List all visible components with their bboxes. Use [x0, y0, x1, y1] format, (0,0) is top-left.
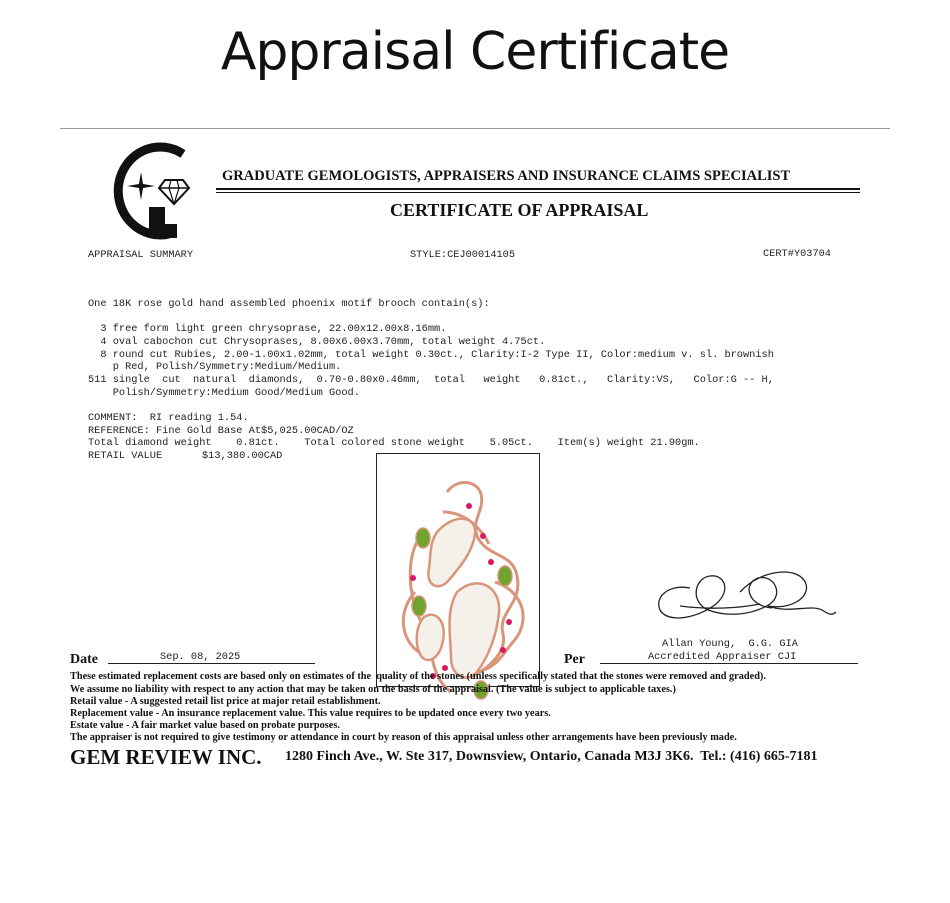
page-title: Appraisal Certificate [220, 22, 730, 82]
brooch-image [385, 472, 547, 704]
disclaimer-line: Estate value - A fair market value based on probate purposes. [70, 720, 340, 731]
summary-label: APPRAISAL SUMMARY [88, 249, 194, 261]
title-divider [60, 128, 890, 129]
comment: COMMENT: RI reading 1.54. [88, 412, 249, 424]
stone-line: 511 single cut natural diamonds, 0.70-0.80x0.46mm, total weight 0.81ct., Clarity:VS, Color:G -- H, [88, 374, 774, 386]
signature-line [600, 663, 858, 664]
reference: REFERENCE: Fine Gold Base At$5,025.00CAD/OZ [88, 425, 354, 437]
stone-line: 4 oval cabochon cut Chrysoprases, 8.00x6.00x3.70mm, total weight 4.75ct. [88, 336, 546, 348]
date-line [108, 663, 315, 664]
retail-value-label: RETAIL VALUE [88, 450, 163, 462]
appraiser-signature [650, 560, 840, 630]
org-underline-thin [216, 192, 860, 193]
appraiser-name: Allan Young, G.G. GIA [662, 638, 798, 650]
disclaimer-line: Retail value - A suggested retail list price at major retail establishment. [70, 696, 381, 707]
stone-line: Polish/Symmetry:Medium Good/Medium Good. [88, 387, 360, 399]
footer-address: 1280 Finch Ave., W. Ste 317, Downsview, Ontario, Canada M3J 3K6. Tel.: (416) 665-7181 [285, 749, 818, 764]
stone-line: p Red, Polish/Symmetry:Medium/Medium. [88, 361, 342, 373]
stone-line: 8 round cut Rubies, 2.00-1.00x1.02mm, total weight 0.30ct., Clarity:I-2 Type II, Color:medium v. sl. brownish [88, 349, 774, 361]
certificate-number: CERT#Y03704 [763, 248, 831, 260]
certificate-title: CERTIFICATE OF APPRAISAL [390, 200, 649, 220]
retail-value: $13,380.00CAD [202, 450, 283, 462]
date-label: Date [70, 652, 98, 667]
style-number: STYLE:CEJ00014105 [410, 249, 516, 261]
weights-summary: Total diamond weight 0.81ct. Total colored stone weight 5.05ct. Item(s) weight 21.90gm. [88, 437, 700, 449]
disclaimer-line: We assume no liability with respect to any action that may be taken on the basis of the appraisal. (The value is subject to applicable taxes.) [70, 684, 676, 695]
organization-name: GRADUATE GEMOLOGISTS, APPRAISERS AND INSURANCE CLAIMS SPECIALIST [222, 168, 791, 184]
date-value: Sep. 08, 2025 [160, 651, 241, 663]
brooch-photo [376, 453, 540, 687]
org-underline [216, 188, 860, 190]
item-description: One 18K rose gold hand assembled phoenix motif brooch contain(s): [88, 298, 490, 310]
disclaimer-line: These estimated replacement costs are based only on estimates of the quality of the stones (unless specifically stated that the stones were removed and graded). [70, 671, 766, 682]
appraiser-title: Accredited Appraiser CJI [648, 651, 797, 663]
disclaimer-line: The appraiser is not required to give testimony or attendance in court by reason of this appraisal unless other arrangements have been previously made. [70, 732, 737, 743]
stone-line: 3 free form light green chrysoprase, 22.00x12.00x8.16mm. [88, 323, 447, 335]
per-label: Per [564, 652, 585, 667]
footer-company: GEM REVIEW INC. [70, 745, 262, 769]
disclaimer-line: Replacement value - An insurance replacement value. This value requires to be updated once every two years. [70, 708, 551, 719]
company-logo [97, 142, 197, 242]
